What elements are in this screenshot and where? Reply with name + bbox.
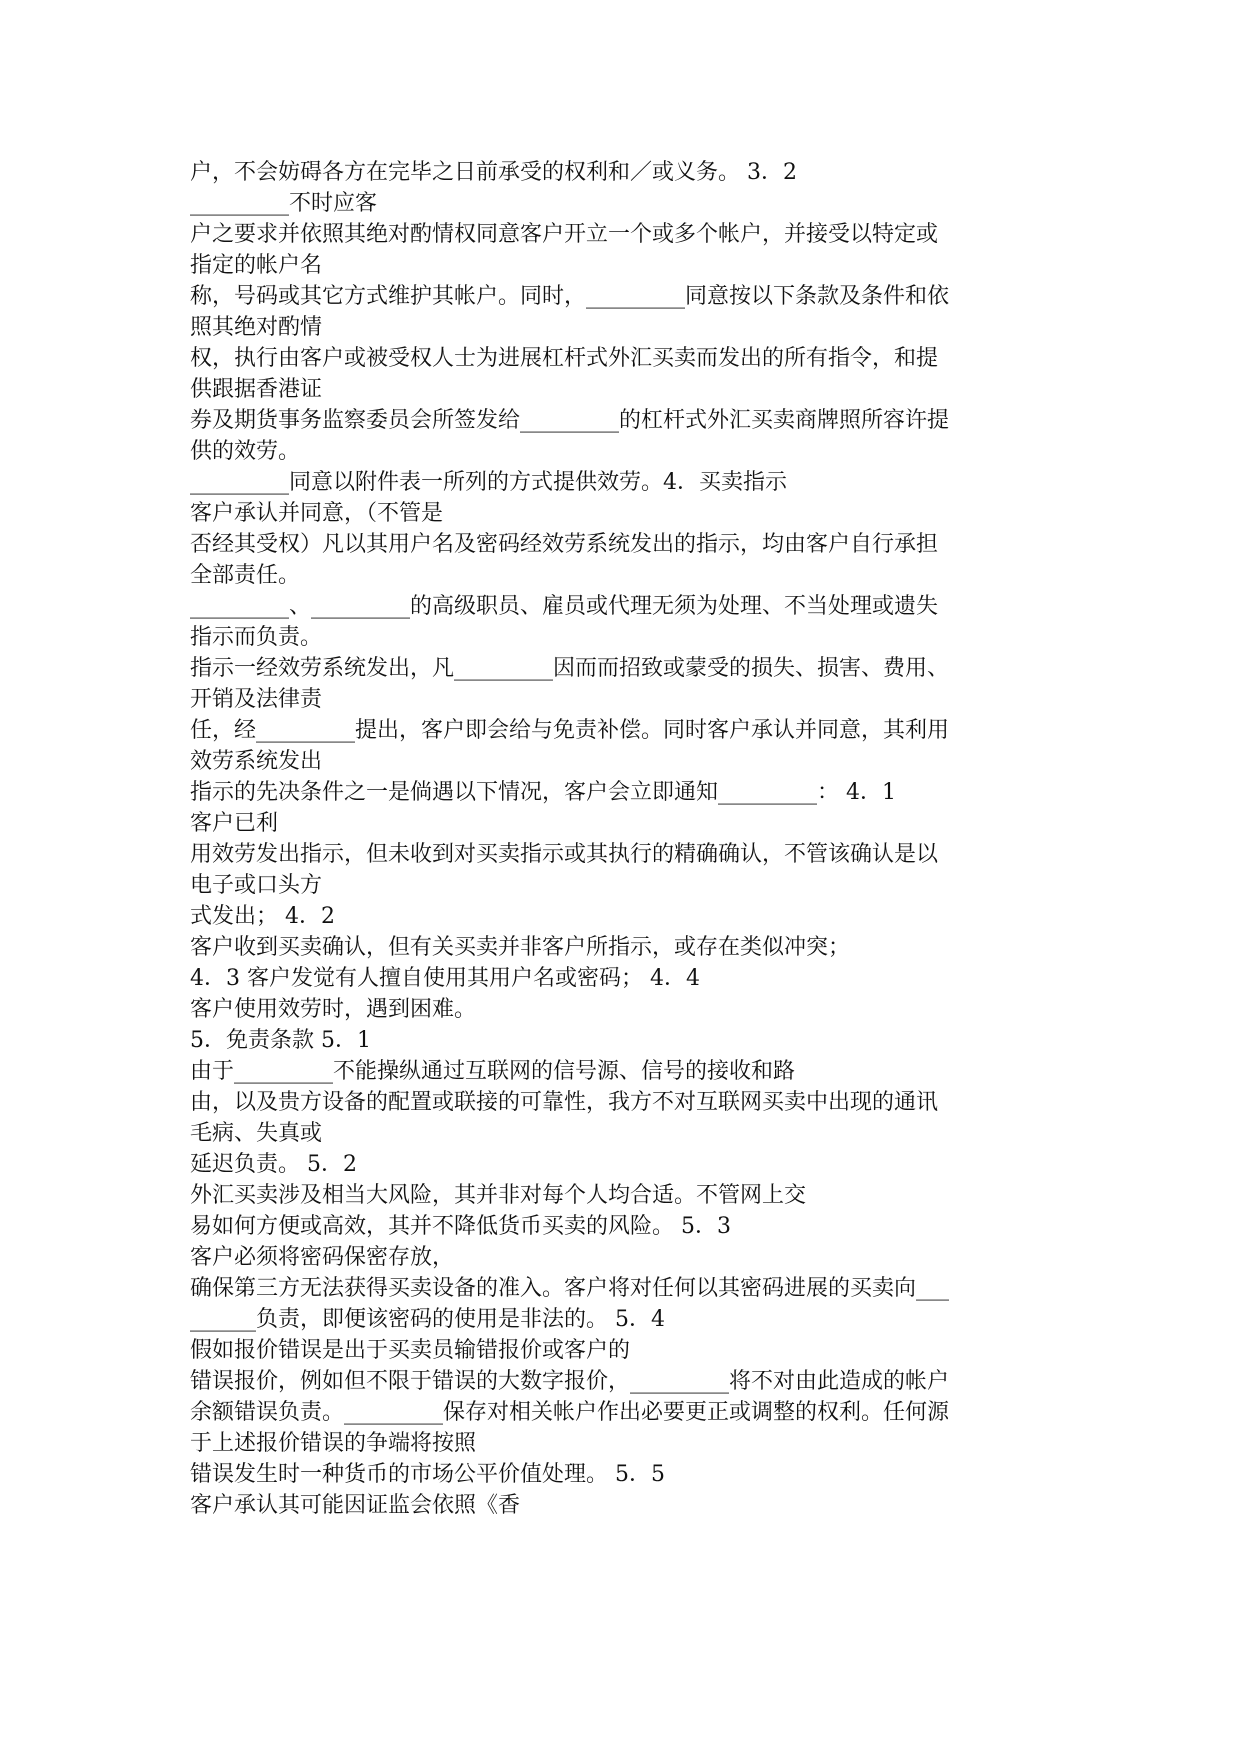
- text-line: 错误报价，例如但不限于错误的大数字报价，_________将不对由此造成的帐户: [190, 1369, 950, 1394]
- text-line: 余额错误负责。_________保存对相关帐户作出必要更正或调整的权利。任何源: [190, 1400, 950, 1425]
- text-line: 确保第三方无法获得买卖设备的准入。客户将对任何以其密码进展的买卖向___: [190, 1276, 950, 1301]
- text-line: 券及期货事务监察委员会所签发给_________的杠杆式外汇买卖商牌照所容许提: [190, 408, 950, 433]
- text-line: _________、_________的高级职员、雇员或代理无须为处理、不当处理或遗失: [190, 594, 939, 619]
- text-line: 5．免责条款 5．1: [190, 1028, 371, 1053]
- text-line: ______负责，即便该密码的使用是非法的。 5．4: [190, 1307, 665, 1332]
- text-line: 照其绝对酌情: [190, 315, 323, 340]
- text-line: 供跟据香港证: [190, 377, 323, 402]
- text-line: 称，号码或其它方式维护其帐户。同时，_________同意按以下条款及条件和依: [190, 284, 950, 309]
- text-line: 假如报价错误是出于买卖员输错报价或客户的: [190, 1338, 631, 1363]
- text-line: 毛病、失真或: [190, 1121, 323, 1146]
- text-line: 开销及法律责: [190, 687, 323, 712]
- text-line: 用效劳发出指示，但未收到对买卖指示或其执行的精确确认，不管该确认是以: [190, 842, 939, 867]
- text-line: 于上述报价错误的争端将按照: [190, 1431, 477, 1456]
- text-line: 指示的先决条件之一是倘遇以下情况，客户会立即通知_________： 4．1: [190, 780, 896, 805]
- text-line: 供的效劳。: [190, 439, 301, 464]
- text-line: 由，以及贵方设备的配置或联接的可靠性，我方不对互联网买卖中出现的通讯: [190, 1090, 939, 1115]
- text-line: 指示而负责。: [190, 625, 323, 650]
- text-line: 延迟负责。 5．2: [190, 1152, 357, 1177]
- text-line: _________不时应客: [190, 191, 378, 216]
- text-line: 户之要求并依照其绝对酌情权同意客户开立一个或多个帐户，并接受以特定或: [190, 222, 939, 247]
- text-line: 户，不会妨碍各方在完毕之日前承受的权利和／或义务。 3．2: [190, 160, 797, 185]
- text-line: _________同意以附件表一所列的方式提供效劳。4．买卖指示: [190, 470, 787, 495]
- text-line: 客户收到买卖确认，但有关买卖并非客户所指示，或存在类似冲突；: [190, 935, 851, 960]
- text-line: 客户使用效劳时，遇到困难。: [190, 997, 477, 1022]
- text-line: 错误发生时一种货币的市场公平价值处理。 5．5: [190, 1462, 665, 1487]
- text-line: 外汇买卖涉及相当大风险，其并非对每个人均合适。不管网上交: [190, 1183, 807, 1208]
- text-line: 任，经_________提出，客户即会给与免责补偿。同时客户承认并同意，其利用: [190, 718, 950, 743]
- text-line: 指示一经效劳系统发出，凡_________因而而招致或蒙受的损失、损害、费用、: [190, 656, 950, 681]
- text-line: 全部责任。: [190, 563, 301, 588]
- document-page: [190, 157, 1060, 1521]
- text-line: 权，执行由客户或被受权人士为进展杠杆式外汇买卖而发出的所有指令，和提: [190, 346, 939, 371]
- text-line: 客户承认并同意，（不管是: [190, 501, 444, 526]
- text-line: 4．3 客户发觉有人擅自使用其用户名或密码； 4．4: [190, 966, 700, 991]
- text-line: 易如何方便或高效，其并不降低货币买卖的风险。 5．3: [190, 1214, 731, 1239]
- text-line: 式发出； 4．2: [190, 904, 335, 929]
- text-line: 否经其受权）凡以其用户名及密码经效劳系统发出的指示，均由客户自行承担: [190, 532, 939, 557]
- text-line: 客户已利: [190, 811, 279, 836]
- text-line: 电子或口头方: [190, 873, 323, 898]
- text-line: 效劳系统发出: [190, 749, 323, 774]
- text-line: 由于_________不能操纵通过互联网的信号源、信号的接收和路: [190, 1059, 796, 1084]
- text-line: 客户承认其可能因证监会依照《香: [190, 1493, 521, 1518]
- text-line: 指定的帐户名: [190, 253, 323, 278]
- text-line: 客户必须将密码保密存放，: [190, 1245, 455, 1270]
